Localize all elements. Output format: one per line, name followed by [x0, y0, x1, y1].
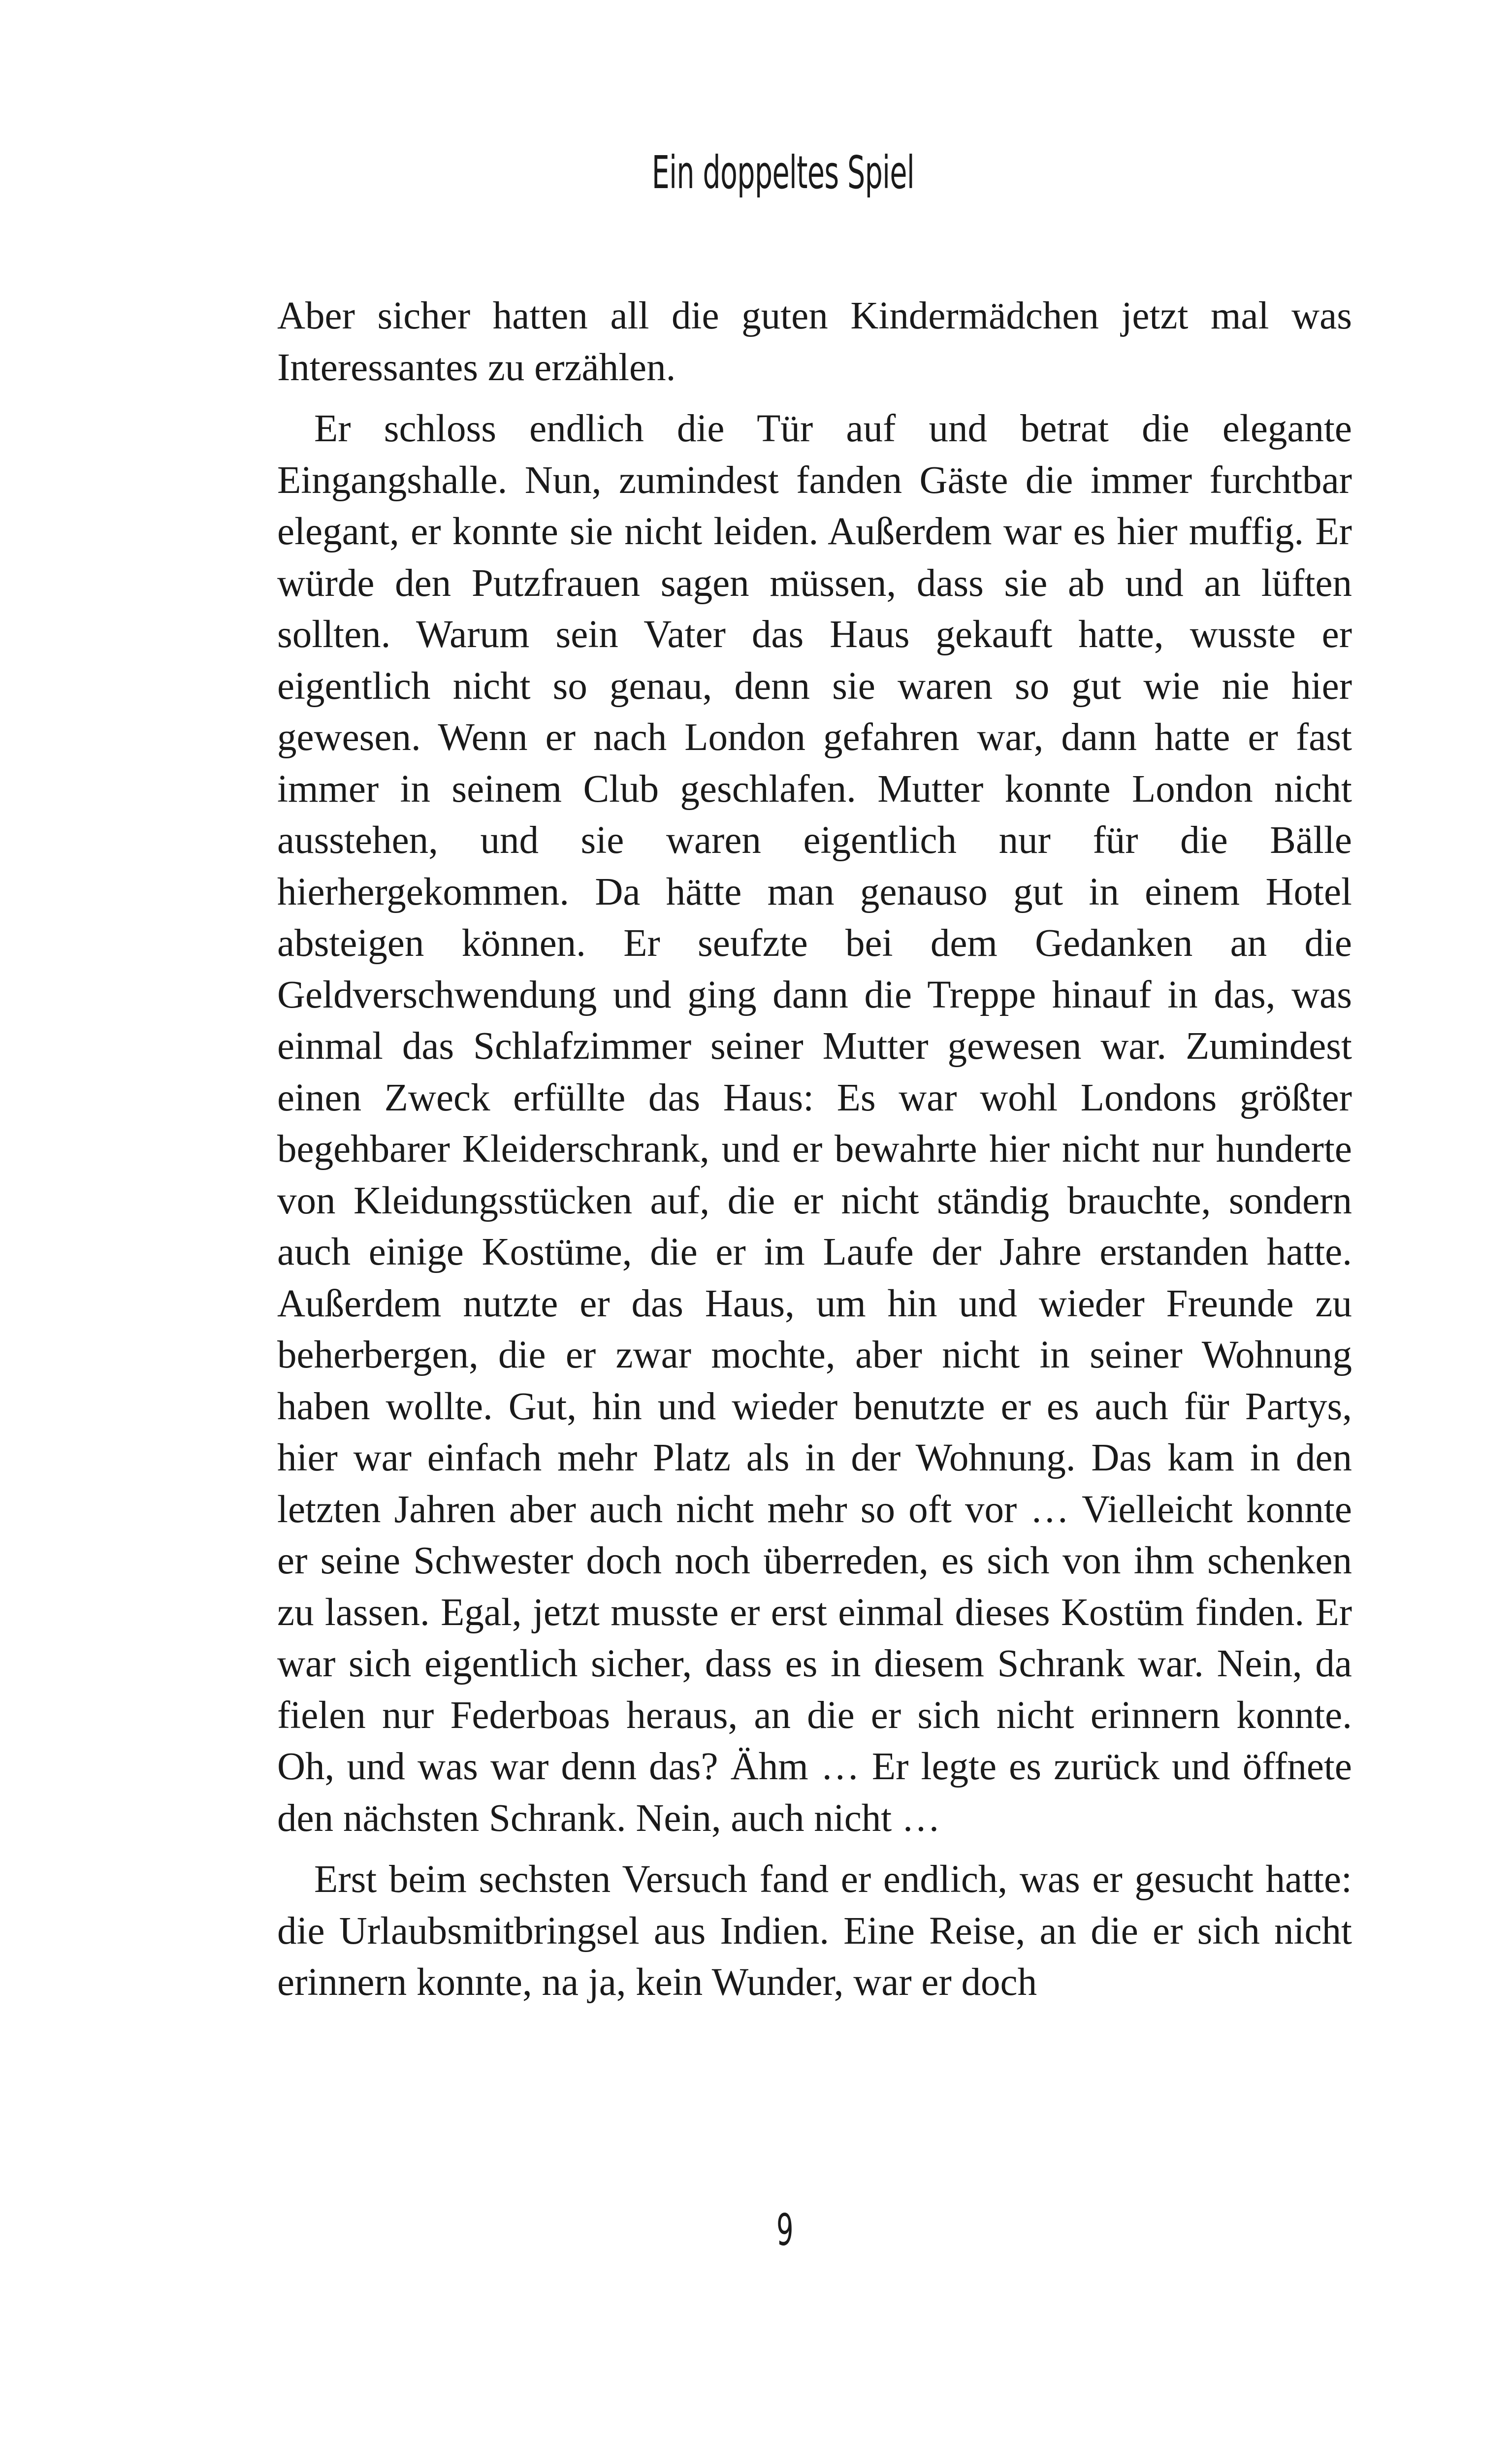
running-title: Ein doppeltes Spiel — [651, 146, 915, 199]
page-number: 9 — [776, 2205, 794, 2255]
body-text — [277, 291, 1352, 2009]
paragraph: Er schloss endlich die Tür auf und betrat die elegante Eingangshalle. Nun, zumindest fanden Gäste die immer furchtbar elegant, er konnte sie nicht leiden. Außerdem war es hier muffig. Er würde den Putzfrauen sagen müssen, dass sie ab und an lüften sollten. Warum sein Vater das Haus gekauft hatte, wusste er eigentlich nicht so genau, denn sie waren so gut wie nie hier gewesen. Wenn er nach London gefahren war, dann hatte er fast immer in seinem Club geschlafen. Mutter konnte London nicht ausstehen, und sie waren eigentlich nur für die Bälle hierhergekommen. Da hätte man genauso gut in einem Hotel absteigen können. Er seufzte bei dem Gedanken an die Geldverschwendung und ging dann die Treppe hinauf in das, was einmal das Schlafzimmer seiner Mutter gewesen war. Zumindest einen Zweck erfüllte das Haus: Es war wohl Londons größter begehbarer Kleiderschrank, und er bewahrte hier nicht nur hunderte von Kleidungsstücken auf, die er nicht ständig brauchte, sondern auch einige Kostüme, die er im Laufe der Jahre erstanden hatte. Außerdem nutzte er das Haus, um hin und wieder Freunde zu beherbergen, die er zwar mochte, aber nicht in seiner Wohnung haben wollte. Gut, hin und wieder benutzte er es auch für Partys, hier war einfach mehr Platz als in der Wohnung. Das kam in den letzten Jahren aber auch nicht mehr so oft vor … Vielleicht konnte er seine Schwester doch noch überreden, es sich von ihm schenken zu lassen. Egal, jetzt musste er erst einmal dieses Kostüm finden. Er war sich eigentlich sicher, dass es in diesem Schrank war. Nein, da fielen nur Federboas heraus, an die er sich nicht erinnern konnte. Oh, und was war denn das? Ähm … Er legte es zurück und öffnete den nächsten Schrank. Nein, auch nicht … — [277, 407, 1352, 1840]
paragraph: Aber sicher hatten all die guten Kindermädchen jetzt mal was Interessantes zu erzählen. — [277, 294, 1352, 389]
paragraph: Erst beim sechsten Versuch fand er endlich, was er gesucht hatte: die Urlaubsmitbringsel aus Indien. Eine Reise, an die er sich nicht erinnern konnte, na ja, kein Wunder, war er doch — [277, 1858, 1352, 2004]
